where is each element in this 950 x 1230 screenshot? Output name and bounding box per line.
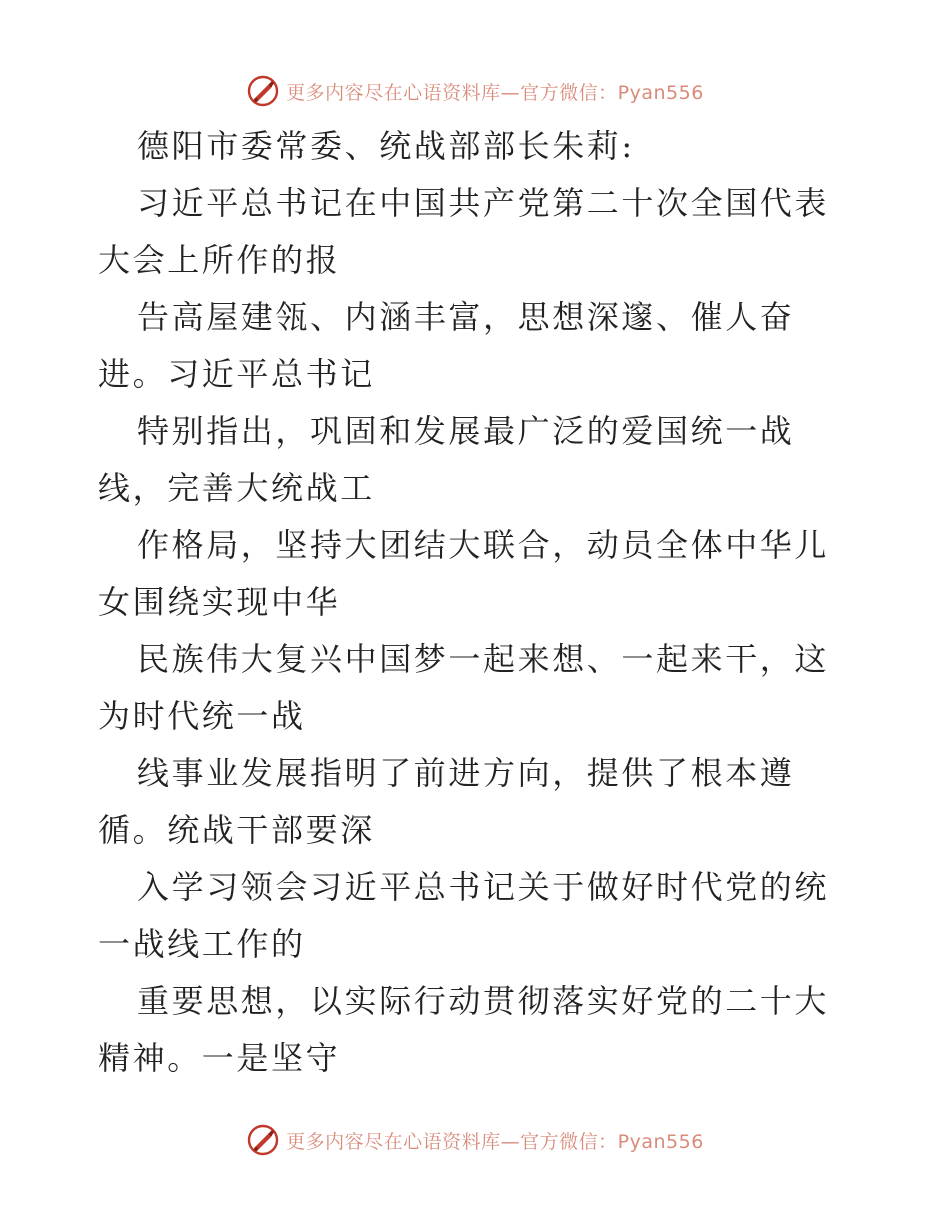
watermark-text: 更多内容尽在心语资料库—官方微信：Pyan556 (286, 1130, 704, 1153)
line-6: 民族伟大复兴中国梦一起来想、一起来干，这为时代统一战 (98, 640, 830, 735)
header-watermark (0, 71, 950, 111)
line-3: 告高屋建瓴、内涵丰富，思想深邃、催人奋进。习近平总书记 (98, 298, 795, 393)
document-body (98, 118, 858, 1087)
line-4: 特别指出，巩固和发展最广泛的爱国统一战线，完善大统战工 (98, 412, 795, 507)
line-5: 作格局，坚持大团结大联合，动员全体中华儿女围绕实现中华 (98, 526, 830, 621)
watermark-text: 更多内容尽在心语资料库—官方微信：Pyan556 (286, 81, 704, 104)
line-2: 习近平总书记在中国共产党第二十次全国代表大会上所作的报 (98, 184, 830, 279)
pen-logo-icon (246, 74, 280, 108)
footer-watermark (0, 1120, 950, 1160)
pen-logo-icon (246, 1123, 280, 1157)
line-7: 线事业发展指明了前进方向，提供了根本遵循。统战干部要深 (98, 754, 795, 849)
line-1: 德阳市委常委、统战部部长朱莉: (137, 127, 635, 165)
line-9: 重要思想，以实际行动贯彻落实好党的二十大精神。一是坚守 (98, 982, 830, 1077)
line-8: 入学习领会习近平总书记关于做好时代党的统一战线工作的 (98, 868, 830, 963)
